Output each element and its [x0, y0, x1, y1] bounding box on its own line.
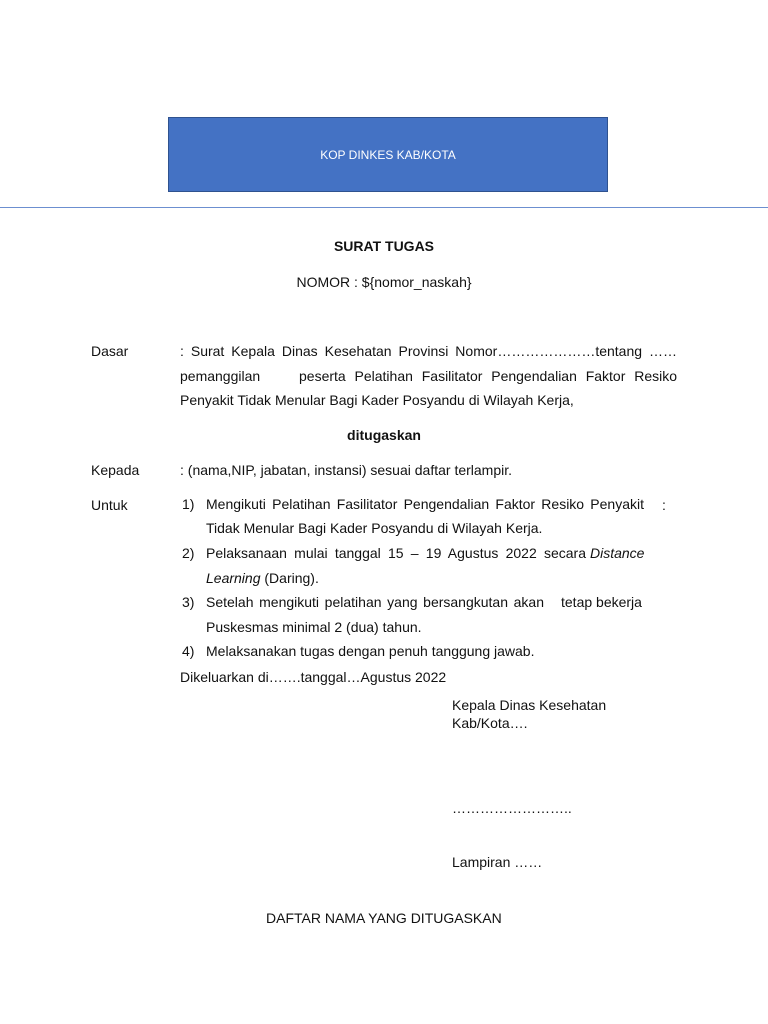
item-3-number: 3) [182, 594, 195, 610]
item-2-line-2 [206, 570, 319, 586]
untuk-colon: : [662, 497, 666, 513]
item-3-line-1a: Setelah mengikuti pelatihan yang bersangkutan akan [206, 594, 544, 610]
item-2-line-2-rest: (Daring). [264, 570, 319, 586]
item-1-line-1: Mengikuti Pelatihan Fasilitator Pengendalian Faktor Resiko Penyakit [206, 496, 644, 512]
issued-place-date: Dikeluarkan di…….tanggal…Agustus 2022 [180, 669, 447, 685]
signatory-name: …………………….. [452, 800, 572, 816]
ditugaskan-heading: ditugaskan [347, 427, 421, 443]
item-2-line-1: Pelaksanaan mulai tanggal 15 – 19 Agustus 2022 secara [206, 545, 586, 561]
untuk-label: Untuk [91, 497, 128, 513]
item-2-line-1-italic: Distance [590, 545, 645, 561]
attachment-label: Lampiran …… [452, 854, 543, 870]
document-number: NOMOR : ${nomor_naskah} [296, 274, 472, 290]
letterhead-box [168, 117, 608, 192]
item-4-line-1: Melaksanakan tugas dengan penuh tanggung jawab. [206, 643, 535, 659]
signatory-title-line-1: Kepala Dinas Kesehatan [452, 697, 607, 713]
item-4-number: 4) [182, 643, 195, 659]
letterhead-text: KOP DINKES KAB/KOTA [320, 147, 456, 162]
item-1-line-2: Tidak Menular Bagi Kader Posyandu di Wilayah Kerja. [206, 520, 543, 536]
dasar-line-2a: pemanggilan [180, 368, 261, 384]
item-1-number: 1) [182, 496, 195, 512]
item-3-line-2: Puskesmas minimal 2 (dua) tahun. [206, 619, 422, 635]
dasar-line-2b: peserta Pelatihan Fasilitator Pengendalian Faktor Resiko [299, 368, 677, 384]
kepada-text: : (nama,NIP, jabatan, instansi) sesuai daftar terlampir. [180, 462, 513, 478]
item-2-italic-term: Learning [206, 570, 261, 586]
item-2-number: 2) [182, 545, 195, 561]
signatory-title-line-2: Kab/Kota…. [452, 715, 528, 731]
dasar-line-1: : Surat Kepala Dinas Kesehatan Provinsi Nomor…………………tentang …… [180, 343, 677, 359]
attachment-title: DAFTAR NAMA YANG DITUGASKAN [266, 910, 502, 926]
document-title: SURAT TUGAS [333, 238, 435, 254]
item-3-line-1b: tetap bekerja [561, 594, 642, 610]
dasar-line-3: Penyakit Tidak Menular Bagi Kader Posyandu di Wilayah Kerja, [180, 392, 574, 408]
header-rule [0, 207, 768, 208]
dasar-label: Dasar [91, 343, 129, 359]
kepada-label: Kepada [91, 462, 140, 478]
